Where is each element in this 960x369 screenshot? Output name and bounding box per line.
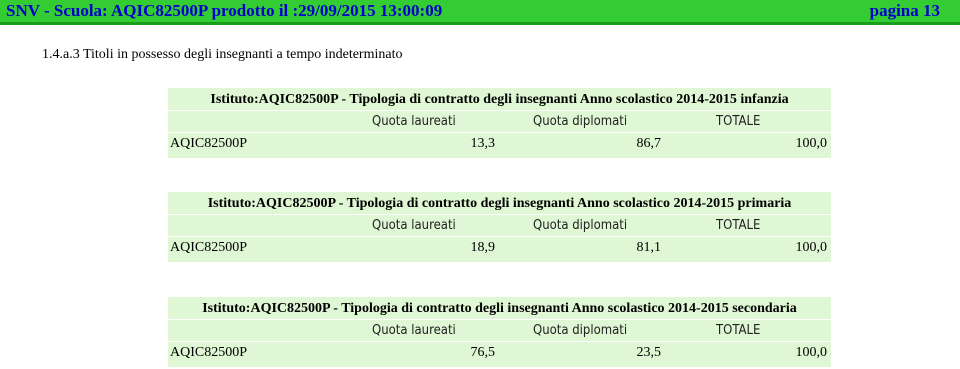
table-row [168,343,831,363]
column-header-totale: TOTALE [716,323,761,338]
table-row [168,238,831,258]
section-title: 1.4.a.3 Titoli in possesso degli insegnanti a tempo indeterminato [42,47,403,62]
column-header-quota-laureati: Quota laureati [372,323,456,338]
cell-totale: 100,0 [795,345,827,360]
column-header-quota-diplomati: Quota diplomati [533,218,628,233]
cell-quota-diplomati: 86,7 [636,136,661,151]
cell-quota-laureati: 18,9 [470,240,495,255]
cell-quota-diplomati: 81,1 [636,240,661,255]
page-header [0,0,960,25]
cell-totale: 100,0 [795,136,827,151]
table-title: Istituto:AQIC82500P - Tipologia di contratto degli insegnanti Anno scolastico 2014-2015 primaria [168,194,831,214]
cell-quota-diplomati: 23,5 [636,345,661,360]
header-title: SNV - Scuola: AQIC82500P prodotto il :29/09/2015 13:00:09 [6,1,443,20]
row-school-code: AQIC82500P [170,136,248,151]
column-header-totale: TOTALE [716,114,761,129]
table-header-row [168,112,831,132]
table-row [168,134,831,154]
column-header-quota-laureati: Quota laureati [372,114,456,129]
table-title: Istituto:AQIC82500P - Tipologia di contratto degli insegnanti Anno scolastico 2014-2015 infanzia [168,90,831,110]
table-header-row [168,321,831,341]
table-title: Istituto:AQIC82500P - Tipologia di contratto degli insegnanti Anno scolastico 2014-2015 secondaria [168,299,831,319]
page-number: pagina 13 [869,1,940,20]
table-primaria [168,192,831,262]
table-secondaria [168,297,831,367]
column-header-quota-diplomati: Quota diplomati [533,114,628,129]
cell-quota-laureati: 76,5 [470,345,495,360]
table-infanzia [168,88,831,158]
column-header-quota-diplomati: Quota diplomati [533,323,628,338]
column-header-quota-laureati: Quota laureati [372,218,456,233]
column-header-totale: TOTALE [716,218,761,233]
cell-totale: 100,0 [795,240,827,255]
row-school-code: AQIC82500P [170,345,248,360]
cell-quota-laureati: 13,3 [470,136,495,151]
row-school-code: AQIC82500P [170,240,248,255]
table-header-row [168,216,831,236]
